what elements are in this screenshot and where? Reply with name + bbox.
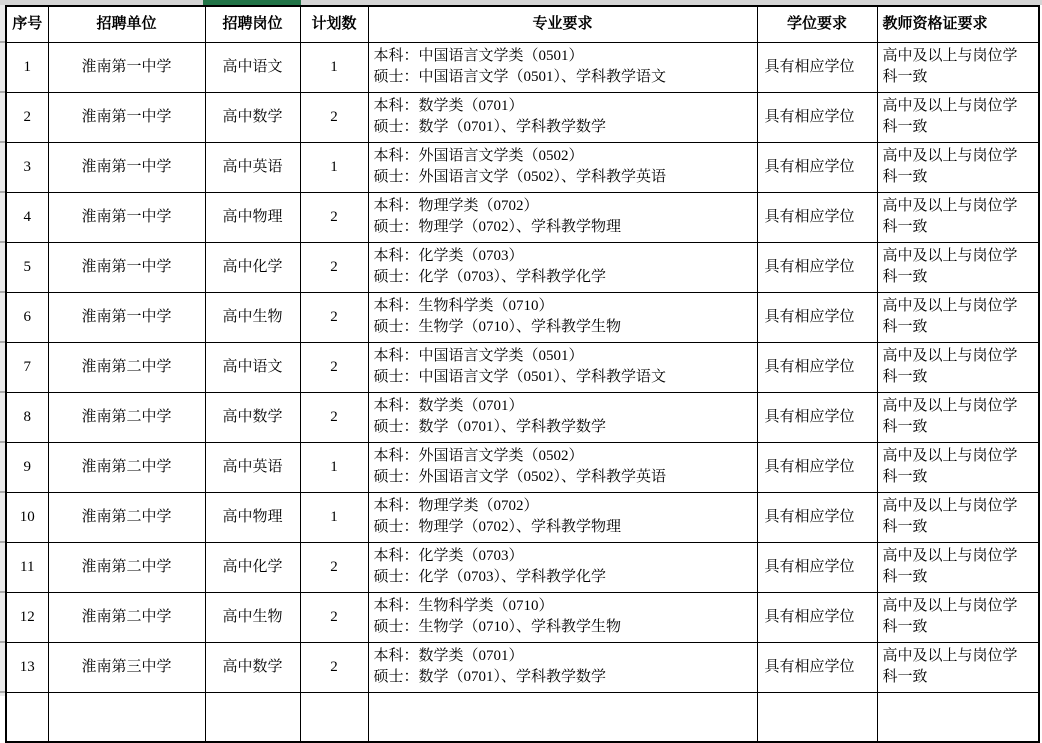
serial-number-cell[interactable]: 5 (6, 242, 48, 292)
header-planned-count[interactable]: 计划数 (300, 6, 368, 42)
table-row (6, 492, 1039, 542)
major-bachelor-line: 本科：化学类（0703） (373, 248, 524, 264)
degree-requirement-cell[interactable]: 具有相应学位 (757, 42, 877, 92)
empty-cell[interactable] (757, 692, 877, 742)
planned-count-cell[interactable]: 2 (300, 642, 368, 692)
recruitment-table (5, 5, 1040, 743)
major-requirement-cell[interactable] (368, 142, 757, 192)
recruiting-unit-cell[interactable]: 淮南第一中学 (48, 142, 205, 192)
recruiting-unit-cell[interactable]: 淮南第一中学 (48, 292, 205, 342)
degree-requirement-cell[interactable]: 具有相应学位 (757, 642, 877, 692)
planned-count-cell[interactable]: 2 (300, 342, 368, 392)
recruiting-unit-cell[interactable]: 淮南第二中学 (48, 542, 205, 592)
major-master-line: 硕士：物理学（0702）、学科教学物理 (373, 519, 622, 535)
recruiting-post-cell[interactable]: 高中生物 (205, 292, 300, 342)
table-row (6, 342, 1039, 392)
degree-requirement-cell[interactable]: 具有相应学位 (757, 242, 877, 292)
table-body (6, 42, 1039, 742)
teacher-cert-requirement-cell[interactable]: 高中及以上与岗位学科一致 (877, 42, 1039, 92)
recruiting-unit-cell[interactable]: 淮南第一中学 (48, 92, 205, 142)
major-bachelor-line: 本科：数学类（0701） (373, 98, 524, 114)
teacher-cert-requirement-cell[interactable]: 高中及以上与岗位学科一致 (877, 642, 1039, 692)
table-row (6, 642, 1039, 692)
recruiting-post-cell[interactable]: 高中英语 (205, 142, 300, 192)
header-recruiting-post[interactable]: 招聘岗位 (205, 6, 300, 42)
teacher-cert-requirement-cell[interactable]: 高中及以上与岗位学科一致 (877, 392, 1039, 442)
major-master-line: 硕士：物理学（0702）、学科教学物理 (373, 219, 622, 235)
degree-requirement-cell[interactable]: 具有相应学位 (757, 292, 877, 342)
degree-requirement-cell[interactable]: 具有相应学位 (757, 542, 877, 592)
major-master-line: 硕士：化学（0703）、学科教学化学 (373, 269, 607, 285)
degree-requirement-cell[interactable]: 具有相应学位 (757, 92, 877, 142)
degree-requirement-cell[interactable]: 具有相应学位 (757, 492, 877, 542)
major-requirement-cell[interactable] (368, 542, 757, 592)
planned-count-cell[interactable]: 2 (300, 242, 368, 292)
degree-requirement-cell[interactable]: 具有相应学位 (757, 342, 877, 392)
recruiting-unit-cell[interactable]: 淮南第二中学 (48, 442, 205, 492)
teacher-cert-requirement-cell[interactable]: 高中及以上与岗位学科一致 (877, 142, 1039, 192)
major-bachelor-line: 本科：化学类（0703） (373, 548, 524, 564)
header-major-requirement[interactable]: 专业要求 (368, 6, 757, 42)
recruiting-post-cell[interactable]: 高中语文 (205, 42, 300, 92)
table-row (6, 42, 1039, 92)
major-requirement-cell[interactable] (368, 242, 757, 292)
recruiting-post-cell[interactable]: 高中生物 (205, 592, 300, 642)
header-degree-requirement[interactable]: 学位要求 (757, 6, 877, 42)
major-bachelor-line: 本科：数学类（0701） (373, 398, 524, 414)
teacher-cert-requirement-cell[interactable]: 高中及以上与岗位学科一致 (877, 342, 1039, 392)
degree-requirement-cell[interactable]: 具有相应学位 (757, 392, 877, 442)
header-recruiting-unit[interactable]: 招聘单位 (48, 6, 205, 42)
recruiting-post-cell[interactable]: 高中数学 (205, 642, 300, 692)
recruiting-unit-cell[interactable]: 淮南第二中学 (48, 342, 205, 392)
table-row (6, 242, 1039, 292)
major-master-line: 硕士：外国语言文学（0502）、学科教学英语 (373, 169, 667, 185)
partial-next-row (6, 692, 1039, 742)
serial-number-cell[interactable]: 6 (6, 292, 48, 342)
teacher-cert-requirement-cell[interactable]: 高中及以上与岗位学科一致 (877, 492, 1039, 542)
empty-cell[interactable] (877, 692, 1039, 742)
planned-count-cell[interactable]: 2 (300, 392, 368, 442)
major-requirement-cell[interactable] (368, 442, 757, 492)
major-master-line: 硕士：数学（0701）、学科教学数学 (373, 419, 607, 435)
major-requirement-cell[interactable] (368, 592, 757, 642)
planned-count-cell[interactable]: 1 (300, 42, 368, 92)
teacher-cert-requirement-cell[interactable]: 高中及以上与岗位学科一致 (877, 442, 1039, 492)
header-row (6, 6, 1039, 42)
major-requirement-cell[interactable] (368, 392, 757, 442)
major-requirement-cell[interactable] (368, 342, 757, 392)
major-master-line: 硕士：中国语言文学（0501）、学科教学语文 (373, 369, 667, 385)
major-requirement-cell[interactable] (368, 642, 757, 692)
recruiting-post-cell[interactable]: 高中数学 (205, 392, 300, 442)
major-bachelor-line: 本科：生物科学类（0710） (373, 298, 554, 314)
teacher-cert-requirement-cell[interactable]: 高中及以上与岗位学科一致 (877, 242, 1039, 292)
major-master-line: 硕士：外国语言文学（0502）、学科教学英语 (373, 469, 667, 485)
major-requirement-cell[interactable] (368, 92, 757, 142)
major-bachelor-line: 本科：外国语言文学类（0502） (373, 448, 584, 464)
empty-cell[interactable] (368, 692, 757, 742)
recruiting-unit-cell[interactable]: 淮南第一中学 (48, 192, 205, 242)
serial-number-cell[interactable]: 3 (6, 142, 48, 192)
recruiting-post-cell[interactable]: 高中英语 (205, 442, 300, 492)
recruiting-post-cell[interactable]: 高中化学 (205, 542, 300, 592)
recruiting-post-cell[interactable]: 高中物理 (205, 192, 300, 242)
degree-requirement-cell[interactable]: 具有相应学位 (757, 142, 877, 192)
major-requirement-cell[interactable] (368, 292, 757, 342)
serial-number-cell[interactable]: 11 (6, 542, 48, 592)
table-row (6, 192, 1039, 242)
empty-cell[interactable] (205, 692, 300, 742)
planned-count-cell[interactable]: 2 (300, 542, 368, 592)
serial-number-cell[interactable]: 10 (6, 492, 48, 542)
planned-count-cell[interactable]: 2 (300, 92, 368, 142)
major-bachelor-line: 本科：外国语言文学类（0502） (373, 148, 584, 164)
table-row (6, 392, 1039, 442)
recruiting-unit-cell[interactable]: 淮南第三中学 (48, 642, 205, 692)
major-master-line: 硕士：化学（0703）、学科教学化学 (373, 569, 607, 585)
header-serial-number[interactable]: 序号 (6, 6, 48, 42)
major-bachelor-line: 本科：物理学类（0702） (373, 498, 539, 514)
major-bachelor-line: 本科：物理学类（0702） (373, 198, 539, 214)
teacher-cert-requirement-cell[interactable]: 高中及以上与岗位学科一致 (877, 592, 1039, 642)
recruiting-post-cell[interactable]: 高中数学 (205, 92, 300, 142)
table-row (6, 442, 1039, 492)
major-bachelor-line: 本科：生物科学类（0710） (373, 598, 554, 614)
planned-count-cell[interactable]: 1 (300, 492, 368, 542)
serial-number-cell[interactable]: 9 (6, 442, 48, 492)
serial-number-cell[interactable]: 4 (6, 192, 48, 242)
major-master-line: 硕士：中国语言文学（0501）、学科教学语文 (373, 69, 667, 85)
serial-number-cell[interactable]: 12 (6, 592, 48, 642)
major-bachelor-line: 本科：中国语言文学类（0501） (373, 348, 584, 364)
planned-count-cell[interactable]: 1 (300, 442, 368, 492)
serial-number-cell[interactable]: 7 (6, 342, 48, 392)
major-master-line: 硕士：数学（0701）、学科教学数学 (373, 669, 607, 685)
major-bachelor-line: 本科：数学类（0701） (373, 648, 524, 664)
planned-count-cell[interactable]: 1 (300, 142, 368, 192)
degree-requirement-cell[interactable]: 具有相应学位 (757, 442, 877, 492)
degree-requirement-cell[interactable]: 具有相应学位 (757, 192, 877, 242)
teacher-cert-requirement-cell[interactable]: 高中及以上与岗位学科一致 (877, 192, 1039, 242)
planned-count-cell[interactable]: 2 (300, 292, 368, 342)
table-row (6, 292, 1039, 342)
recruiting-unit-cell[interactable]: 淮南第二中学 (48, 592, 205, 642)
table-row (6, 142, 1039, 192)
teacher-cert-requirement-cell[interactable]: 高中及以上与岗位学科一致 (877, 292, 1039, 342)
recruiting-post-cell[interactable]: 高中语文 (205, 342, 300, 392)
recruiting-unit-cell[interactable]: 淮南第一中学 (48, 242, 205, 292)
serial-number-cell[interactable]: 13 (6, 642, 48, 692)
planned-count-cell[interactable]: 2 (300, 592, 368, 642)
teacher-cert-requirement-cell[interactable]: 高中及以上与岗位学科一致 (877, 542, 1039, 592)
recruiting-unit-cell[interactable]: 淮南第二中学 (48, 392, 205, 442)
major-bachelor-line: 本科：中国语言文学类（0501） (373, 48, 584, 64)
recruiting-unit-cell[interactable]: 淮南第二中学 (48, 492, 205, 542)
major-master-line: 硕士：生物学（0710）、学科教学生物 (373, 319, 622, 335)
major-master-line: 硕士：生物学（0710）、学科教学生物 (373, 619, 622, 635)
header-teacher-cert-requirement[interactable]: 教师资格证要求 (877, 6, 1039, 42)
major-requirement-cell[interactable] (368, 42, 757, 92)
table-row (6, 92, 1039, 142)
major-master-line: 硕士：数学（0701）、学科教学数学 (373, 119, 607, 135)
planned-count-cell[interactable]: 2 (300, 192, 368, 242)
empty-cell[interactable] (48, 692, 205, 742)
table-row (6, 592, 1039, 642)
major-requirement-cell[interactable] (368, 192, 757, 242)
major-requirement-cell[interactable] (368, 492, 757, 542)
table-row (6, 542, 1039, 592)
degree-requirement-cell[interactable]: 具有相应学位 (757, 592, 877, 642)
recruiting-post-cell[interactable]: 高中物理 (205, 492, 300, 542)
serial-number-cell[interactable]: 2 (6, 92, 48, 142)
teacher-cert-requirement-cell[interactable]: 高中及以上与岗位学科一致 (877, 92, 1039, 142)
serial-number-cell[interactable]: 8 (6, 392, 48, 442)
recruiting-post-cell[interactable]: 高中化学 (205, 242, 300, 292)
serial-number-cell[interactable]: 1 (6, 42, 48, 92)
recruiting-unit-cell[interactable]: 淮南第一中学 (48, 42, 205, 92)
empty-cell[interactable] (300, 692, 368, 742)
empty-cell[interactable] (6, 692, 48, 742)
